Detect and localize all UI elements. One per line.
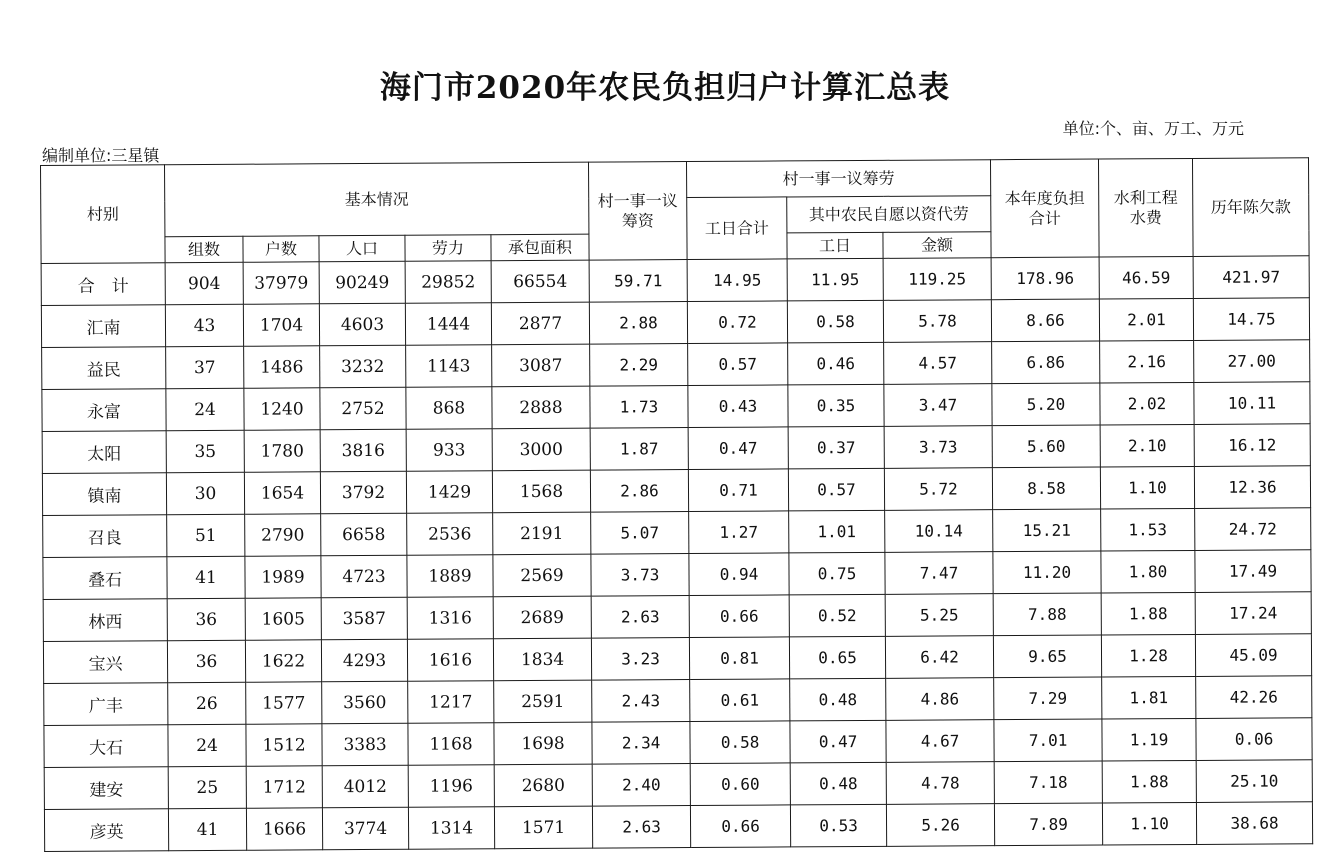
labor-cell: 1889 [407, 555, 493, 598]
funding-cell: 59.71 [589, 260, 687, 303]
population-cell: 3587 [321, 597, 407, 640]
header-water-fee [1098, 158, 1193, 257]
groups-cell: 904 [165, 262, 243, 304]
workday-cell: 11.95 [787, 258, 883, 301]
village-cell: 合 计 [41, 263, 165, 306]
annual-burden-cell: 6.86 [992, 341, 1100, 384]
population-cell: 90249 [319, 261, 405, 304]
funding-cell: 1.73 [590, 386, 688, 429]
header-funding-line2: 筹资 [621, 210, 654, 230]
village-cell: 宝兴 [43, 641, 167, 684]
workday-total-cell: 0.71 [688, 469, 788, 512]
header-amount: 金额 [883, 232, 991, 259]
contract-area-cell: 1834 [493, 638, 591, 681]
contract-area-cell: 2888 [492, 386, 590, 429]
header-workday: 工日 [787, 232, 883, 259]
contract-area-cell: 2569 [493, 554, 591, 597]
workday-total-cell: 1.27 [689, 511, 789, 554]
amount-cell: 4.67 [886, 720, 994, 763]
funding-cell: 3.23 [591, 638, 689, 681]
households-cell: 1989 [245, 556, 321, 598]
workday-cell: 0.48 [790, 762, 886, 805]
contract-area-cell: 1698 [494, 722, 592, 765]
households-cell: 1622 [245, 640, 321, 682]
header-voluntary: 其中农民自愿以资代劳 [787, 196, 991, 233]
header-village: 村别 [41, 165, 166, 264]
workday-total-cell: 0.72 [687, 301, 787, 344]
labor-cell: 1429 [406, 471, 492, 514]
water-fee-cell: 1.81 [1102, 676, 1196, 719]
groups-cell: 43 [165, 304, 243, 346]
households-cell: 1240 [244, 388, 320, 430]
arrears-cell: 27.00 [1194, 340, 1310, 383]
groups-cell: 36 [167, 640, 245, 682]
labor-cell: 1444 [405, 303, 491, 346]
population-cell: 3792 [320, 471, 406, 514]
water-fee-cell: 46.59 [1099, 256, 1193, 299]
annual-burden-cell: 7.89 [994, 803, 1102, 846]
population-cell: 3774 [322, 807, 408, 850]
labor-cell: 1314 [408, 807, 494, 850]
arrears-cell: 17.24 [1195, 592, 1311, 635]
households-cell: 1704 [243, 304, 319, 346]
header-contract-area: 承包面积 [491, 234, 589, 261]
funding-cell: 1.87 [590, 428, 688, 471]
workday-cell: 0.47 [790, 720, 886, 763]
households-cell: 37979 [243, 262, 319, 304]
amount-cell: 10.14 [885, 510, 993, 553]
workday-total-cell: 0.81 [689, 637, 789, 680]
workday-total-cell: 0.66 [689, 595, 789, 638]
households-cell: 1712 [246, 766, 322, 808]
labor-cell: 1168 [408, 723, 494, 766]
funding-cell: 2.63 [591, 596, 689, 639]
funding-cell: 2.43 [592, 680, 690, 723]
amount-cell: 4.57 [884, 342, 992, 385]
households-cell: 1780 [244, 430, 320, 472]
annual-burden-cell: 5.20 [992, 383, 1100, 426]
workday-total-cell: 0.61 [690, 679, 790, 722]
contract-area-cell: 2191 [493, 512, 591, 555]
labor-cell: 868 [406, 387, 492, 430]
amount-cell: 4.78 [886, 762, 994, 805]
annual-burden-cell: 7.88 [993, 593, 1101, 636]
funding-cell: 5.07 [591, 512, 689, 555]
water-fee-cell: 2.01 [1099, 298, 1193, 341]
workday-cell: 0.37 [788, 426, 884, 469]
annual-burden-cell: 11.20 [993, 551, 1101, 594]
header-labor: 劳力 [405, 235, 491, 262]
water-fee-cell: 1.88 [1102, 760, 1196, 803]
amount-cell: 5.72 [884, 468, 992, 511]
header-arrears: 历年陈欠款 [1192, 158, 1309, 257]
header-annual-burden-line2: 合计 [1028, 208, 1061, 228]
contract-area-cell: 3000 [492, 428, 590, 471]
workday-cell: 1.01 [789, 510, 885, 553]
compiling-unit: 编制单位:三星镇 [42, 146, 160, 165]
labor-cell: 29852 [405, 261, 491, 304]
page-title: 海门市2020年农民负担归户计算汇总表 [379, 70, 951, 106]
amount-cell: 4.86 [886, 678, 994, 721]
annual-burden-cell: 8.58 [992, 467, 1100, 510]
village-cell: 益民 [42, 347, 166, 390]
arrears-cell: 12.36 [1194, 466, 1310, 509]
amount-cell: 5.26 [886, 804, 994, 847]
header-water-fee-line1: 水利工程 [1113, 187, 1178, 207]
water-fee-cell: 2.10 [1100, 424, 1194, 467]
annual-burden-cell: 7.01 [994, 719, 1102, 762]
arrears-cell: 0.06 [1196, 718, 1312, 761]
water-fee-cell: 2.16 [1100, 340, 1194, 383]
population-cell: 3560 [322, 681, 408, 724]
population-cell: 6658 [321, 513, 407, 556]
workday-total-cell: 0.47 [688, 427, 788, 470]
annual-burden-cell: 8.66 [991, 299, 1099, 342]
annual-burden-cell: 7.18 [994, 761, 1102, 804]
households-cell: 1666 [246, 808, 322, 850]
workday-cell: 0.75 [789, 552, 885, 595]
groups-cell: 51 [167, 514, 245, 556]
water-fee-cell: 2.02 [1100, 382, 1194, 425]
labor-cell: 1143 [406, 345, 492, 388]
groups-cell: 36 [167, 598, 245, 640]
funding-cell: 2.86 [590, 470, 688, 513]
population-cell: 4603 [319, 303, 405, 346]
funding-cell: 3.73 [591, 554, 689, 597]
amount-cell: 5.78 [883, 300, 991, 343]
households-cell: 1512 [246, 724, 322, 766]
groups-cell: 24 [166, 388, 244, 430]
header-labor-raising: 村一事一议筹劳 [687, 160, 991, 198]
arrears-cell: 24.72 [1195, 508, 1311, 551]
arrears-cell: 16.12 [1194, 424, 1310, 467]
workday-total-cell: 0.66 [690, 805, 790, 848]
water-fee-cell: 1.10 [1100, 466, 1194, 509]
labor-cell: 1316 [407, 597, 493, 640]
households-cell: 1486 [244, 346, 320, 388]
contract-area-cell: 2689 [493, 596, 591, 639]
arrears-cell: 42.26 [1196, 676, 1312, 719]
arrears-cell: 17.49 [1195, 550, 1311, 593]
contract-area-cell: 2877 [491, 302, 589, 345]
water-fee-cell: 1.28 [1101, 634, 1195, 677]
amount-cell: 119.25 [883, 258, 991, 301]
village-cell: 汇南 [41, 305, 165, 348]
groups-cell: 24 [168, 724, 246, 766]
arrears-cell: 10.11 [1194, 382, 1310, 425]
contract-area-cell: 2680 [494, 764, 592, 807]
labor-cell: 1616 [407, 639, 493, 682]
village-cell: 叠石 [43, 557, 167, 600]
funding-cell: 2.63 [592, 806, 690, 849]
village-cell: 召良 [43, 515, 167, 558]
groups-cell: 26 [168, 682, 246, 724]
village-cell: 广丰 [44, 683, 168, 726]
header-population: 人口 [319, 235, 405, 262]
workday-total-cell: 0.94 [689, 553, 789, 596]
water-fee-cell: 1.88 [1101, 592, 1195, 635]
annual-burden-cell: 178.96 [991, 257, 1099, 300]
population-cell: 2752 [320, 387, 406, 430]
water-fee-cell: 1.10 [1102, 802, 1196, 845]
workday-total-cell: 0.43 [688, 385, 788, 428]
workday-cell: 0.53 [790, 804, 886, 847]
water-fee-cell: 1.53 [1101, 508, 1195, 551]
arrears-cell: 421.97 [1193, 256, 1309, 299]
table-header [41, 158, 1310, 264]
annual-burden-cell: 7.29 [994, 677, 1102, 720]
population-cell: 3383 [322, 723, 408, 766]
arrears-cell: 38.68 [1196, 802, 1312, 845]
header-annual-burden-line1: 本年度负担 [1004, 188, 1085, 208]
summary-table [40, 157, 1313, 852]
village-cell: 大石 [44, 725, 168, 768]
amount-cell: 3.73 [884, 426, 992, 469]
funding-cell: 2.29 [590, 344, 688, 387]
contract-area-cell: 3087 [492, 344, 590, 387]
groups-cell: 35 [166, 430, 244, 472]
labor-cell: 933 [406, 429, 492, 472]
workday-total-cell: 0.57 [688, 343, 788, 386]
village-cell: 太阳 [42, 431, 166, 474]
population-cell: 4723 [321, 555, 407, 598]
contract-area-cell: 2591 [494, 680, 592, 723]
funding-cell: 2.34 [592, 722, 690, 765]
population-cell: 3232 [320, 345, 406, 388]
funding-cell: 2.88 [589, 302, 687, 345]
contract-area-cell: 1571 [494, 806, 592, 849]
annual-burden-cell: 9.65 [993, 635, 1101, 678]
workday-cell: 0.35 [788, 384, 884, 427]
groups-cell: 25 [168, 766, 246, 808]
labor-cell: 1217 [408, 681, 494, 724]
amount-cell: 5.25 [885, 594, 993, 637]
workday-total-cell: 0.60 [690, 763, 790, 806]
village-cell: 林西 [43, 599, 167, 642]
village-cell: 镇南 [42, 473, 166, 516]
unit-note: 单位:个、亩、万工、万元 [1062, 119, 1244, 138]
workday-cell: 0.52 [789, 594, 885, 637]
annual-burden-cell: 15.21 [993, 509, 1101, 552]
population-cell: 4293 [321, 639, 407, 682]
arrears-cell: 14.75 [1193, 298, 1309, 341]
workday-total-cell: 14.95 [687, 259, 787, 302]
workday-cell: 0.57 [788, 468, 884, 511]
groups-cell: 41 [167, 556, 245, 598]
water-fee-cell: 1.19 [1102, 718, 1196, 761]
labor-cell: 2536 [407, 513, 493, 556]
water-fee-cell: 1.80 [1101, 550, 1195, 593]
arrears-cell: 45.09 [1195, 634, 1311, 677]
contract-area-cell: 1568 [492, 470, 590, 513]
amount-cell: 6.42 [885, 636, 993, 679]
population-cell: 3816 [320, 429, 406, 472]
groups-cell: 41 [168, 808, 246, 850]
groups-cell: 37 [166, 346, 244, 388]
workday-total-cell: 0.58 [690, 721, 790, 764]
labor-cell: 1196 [408, 765, 494, 808]
header-basic-info: 基本情况 [165, 162, 589, 237]
table-row [44, 802, 1312, 852]
workday-cell: 0.58 [787, 300, 883, 343]
annual-burden-cell: 5.60 [992, 425, 1100, 468]
workday-cell: 0.65 [789, 636, 885, 679]
header-annual-burden [991, 159, 1100, 258]
header-groups: 组数 [165, 236, 243, 262]
arrears-cell: 25.10 [1196, 760, 1312, 803]
header-funding-line1: 村一事一议 [597, 190, 678, 211]
village-cell: 永富 [42, 389, 166, 432]
header-water-fee-line2: 水费 [1129, 207, 1162, 227]
households-cell: 1654 [244, 472, 320, 514]
contract-area-cell: 66554 [491, 260, 589, 303]
population-cell: 4012 [322, 765, 408, 808]
header-funding [589, 162, 688, 261]
village-cell: 彦英 [44, 809, 168, 852]
amount-cell: 7.47 [885, 552, 993, 595]
workday-cell: 0.48 [790, 678, 886, 721]
header-workday-total: 工日合计 [687, 197, 787, 260]
amount-cell: 3.47 [884, 384, 992, 427]
households-cell: 1605 [245, 598, 321, 640]
groups-cell: 30 [166, 472, 244, 514]
village-cell: 建安 [44, 767, 168, 810]
funding-cell: 2.40 [592, 764, 690, 807]
table-body [41, 256, 1313, 852]
households-cell: 1577 [246, 682, 322, 724]
households-cell: 2790 [245, 514, 321, 556]
workday-cell: 0.46 [788, 342, 884, 385]
header-households: 户数 [243, 236, 319, 262]
